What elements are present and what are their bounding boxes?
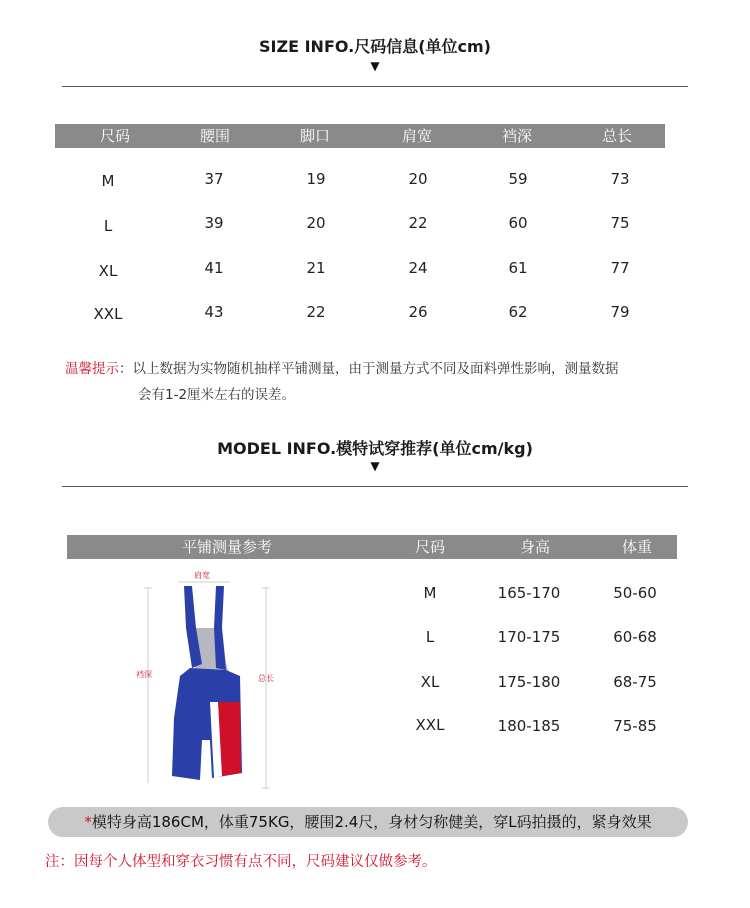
cell-leg-opening: 20 [306,214,326,232]
header-waist: 腰围 [199,127,230,145]
cell-leg-opening: 19 [306,170,326,188]
cell-crotch-depth: 59 [508,170,528,188]
right-strap [214,586,226,670]
cell-size: M [101,172,115,190]
header-flat-reference: 平铺测量参考 [181,538,272,556]
header-size: 尺码 [99,127,130,145]
header-crotch-depth: 裆深 [501,127,532,145]
cell-leg-opening: 21 [306,259,326,277]
header-size: 尺码 [414,538,445,556]
cell-waist: 37 [204,170,224,188]
cell-height: 165-170 [497,584,561,602]
header-height: 身高 [519,538,550,556]
cell-shoulder: 22 [408,214,428,232]
cell-total-length: 77 [610,259,630,277]
cell-total-length: 75 [610,214,630,232]
header-shoulder: 肩宽 [401,127,432,145]
cell-weight: 50-60 [613,584,657,602]
cell-shoulder: 24 [408,259,428,277]
cell-crotch-depth: 61 [508,259,528,277]
size-table-header [55,124,665,148]
cell-total-length: 79 [610,303,630,321]
cell-waist: 41 [204,259,224,277]
cell-height: 180-185 [497,717,561,735]
cell-height: 170-175 [497,628,561,646]
model-info-title: MODEL INFO.模特试穿推荐(单位cm/kg) [217,439,533,458]
header-weight: 体重 [621,538,652,556]
footnote: 注：因每个人体型和穿衣习惯有点不同，尺码建议仅做参考。 [45,854,437,870]
cell-size: XL [420,673,440,691]
crotch-depth-label: 裆深 [136,670,152,679]
cell-weight: 60-68 [613,628,657,646]
cell-weight: 68-75 [613,673,657,691]
cell-crotch-depth: 60 [508,214,528,232]
left-strap [184,586,202,668]
cell-total-length: 73 [610,170,630,188]
tip-text-line2: 会有1-2厘米左右的误差。 [138,387,296,403]
cell-waist: 39 [204,214,224,232]
cell-size: XXL [93,305,123,323]
cell-waist: 43 [204,303,224,321]
cell-size: L [425,628,435,646]
size-tip [65,357,705,377]
red-side-panel [218,702,241,776]
shoulder-label: 肩宽 [194,571,210,580]
size-info-title: SIZE INFO.尺码信息(单位cm) [259,37,491,56]
total-length-label: 总长 [258,674,274,683]
cell-crotch-depth: 62 [508,303,528,321]
cell-shoulder: 26 [408,303,428,321]
header-leg-opening: 脚口 [299,127,330,145]
cell-size: XXL [415,716,445,734]
model-note-text: 模特身高186CM，体重75KG，腰围2.4尺，身材匀称健美，穿L码拍摄的，紧身效果 [91,813,652,831]
down-arrow-icon: ▼ [370,59,380,73]
cell-height: 175-180 [497,673,561,691]
tip-label: 温馨提示 [65,361,119,377]
cell-size: M [423,584,437,602]
divider [62,86,688,87]
note-asterisk: * [84,813,92,831]
cell-size: XL [98,262,118,280]
cell-weight: 75-85 [613,717,657,735]
garment-diagram [130,568,285,793]
tip-text-line1: ：以上数据为实物随机抽样平铺测量，由于测量方式不同及面料弹性影响，测量数据 [119,361,619,377]
cell-leg-opening: 22 [306,303,326,321]
header-total-length: 总长 [601,127,632,145]
divider [62,486,688,487]
model-table-header [67,535,677,559]
down-arrow-icon: ▼ [370,459,380,473]
model-note [48,807,688,837]
cell-size: L [103,217,113,235]
cell-shoulder: 20 [408,170,428,188]
